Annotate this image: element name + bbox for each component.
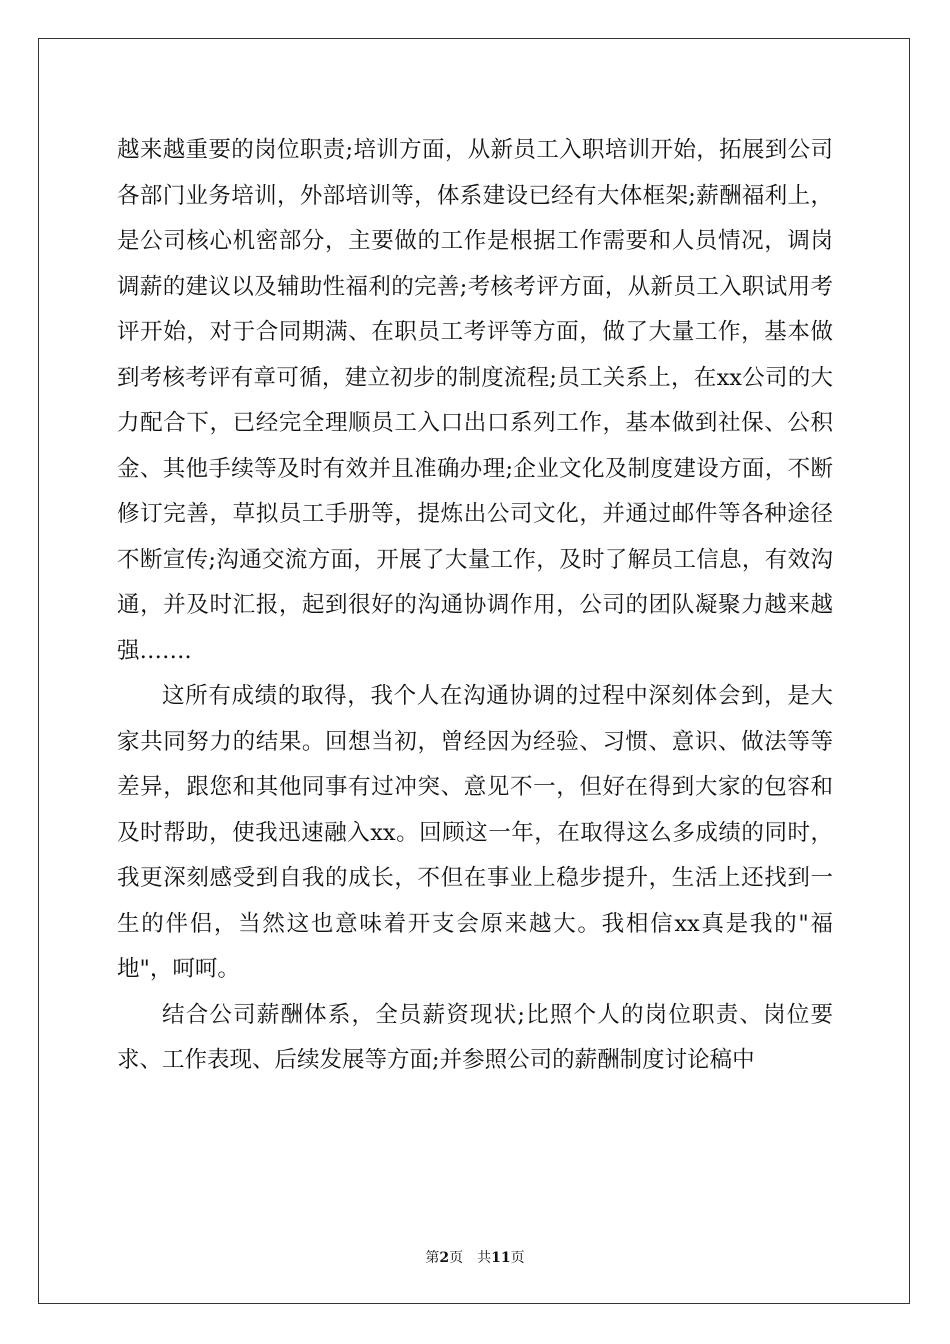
paragraph-2: 这所有成绩的取得，我个人在沟通协调的过程中深刻体会到，是大家共同努力的结果。回想当初，曾经因为经验、习惯、意识、做法等等差异，跟您和其他同事有过冲突、意见不一，但好在得到大家的包容和及时帮助，使我迅速融入xx。回顾这一年，在取得这么多成绩的同时，我更深刻感受到自我的成长，不但在事业上稳步提升，生活上还找到一生的伴侣，当然这也意味着开支会原来越大。我相信xx真是我的"福地"，呵呵。 — [117, 683, 833, 982]
total-pages: 11 — [491, 1250, 511, 1266]
total-prefix: 共 — [477, 1250, 492, 1266]
page-suffix: 页 — [449, 1250, 464, 1266]
total-pages-indicator — [477, 1247, 524, 1267]
page-indicator — [425, 1247, 463, 1267]
page-footer — [0, 1247, 950, 1267]
document-body — [117, 128, 833, 1084]
page-prefix: 第 — [425, 1250, 440, 1266]
page-number: 2 — [439, 1250, 450, 1266]
total-suffix: 页 — [510, 1250, 525, 1266]
paragraph-1: 越来越重要的岗位职责;培训方面，从新员工入职培训开始，拓展到公司各部门业务培训，外部培训等，体系建设已经有大体框架;薪酬福利上，是公司核心机密部分，主要做的工作是根据工作需要和人员情况，调岗调薪的建议以及辅助性福利的完善;考核考评方面，从新员工入职试用考评开始，对于合同期满、在职员工考评等方面，做了大量工作，基本做到考核考评有章可循，建立初步的制度流程;员工关系上，在xx公司的大力配合下，已经完全理顺员工入口出口系列工作，基本做到社保、公积金、其他手续等及时有效并且准确办理;企业文化及制度建设方面，不断修订完善，草拟员工手册等，提炼出公司文化，并通过邮件等各种途径不断宣传;沟通交流方面，开展了大量工作，及时了解员工信息，有效沟通，并及时汇报，起到很好的沟通协调作用，公司的团队凝聚力越来越强……. — [117, 137, 833, 664]
paragraph-3: 结合公司薪酬体系，全员薪资现状;比照个人的岗位职责、岗位要求、工作表现、后续发展等方面;并参照公司的薪酬制度讨论稿中 — [117, 1001, 833, 1073]
